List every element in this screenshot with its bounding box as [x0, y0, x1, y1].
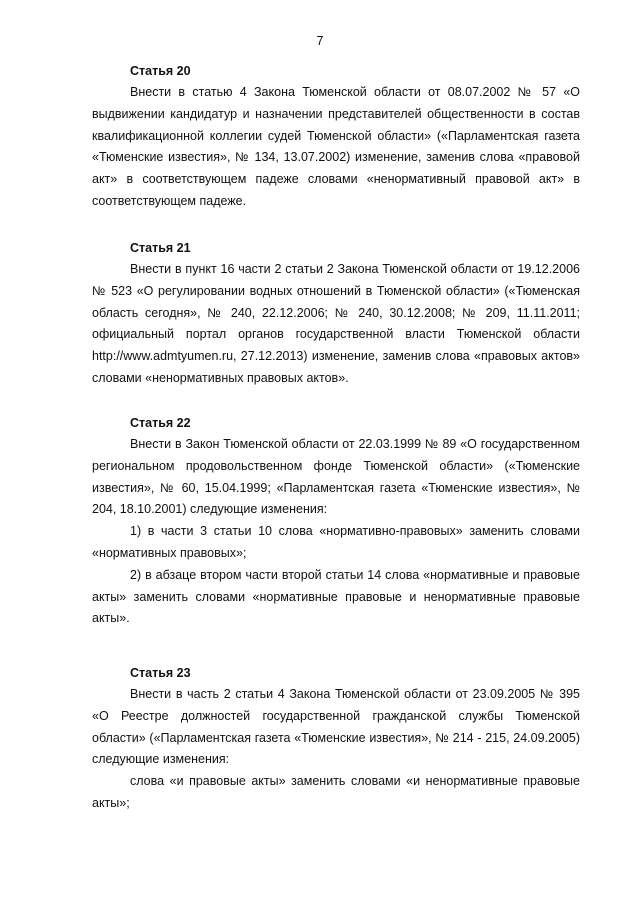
article-list-item: 2) в абзаце втором части второй статьи 14 слова «нормативные и правовые акты» заменить словами «нормативные правовые и ненормативные правовые акты».	[92, 567, 580, 626]
article-23	[92, 662, 580, 815]
article-20	[92, 60, 580, 213]
article-list-item: 1) в части 3 статьи 10 слова «нормативно-правовых» заменить словами «нормативных правовых»;	[92, 524, 580, 560]
article-heading: Статья 23	[130, 666, 191, 680]
article-heading: Статья 21	[130, 241, 191, 255]
article-paragraph: Внести в Закон Тюменской области от 22.03.1999 № 89 «О государственном региональном продовольственном фонде Тюменской области» («Тюменские известия», № 60, 15.04.1999; «Парламентская газета «Тюменские известия», № 204, 18.10.2001) следующие изменения:	[92, 437, 580, 517]
article-list-item: слова «и правовые акты» заменить словами «и ненормативные правовые акты»;	[92, 774, 580, 810]
article-21	[92, 237, 580, 390]
article-22	[92, 412, 580, 630]
page-number: 7	[316, 34, 324, 48]
article-paragraph: Внести в пункт 16 части 2 статьи 2 Закона Тюменской области от 19.12.2006 № 523 «О регулировании водных отношений в Тюменской области» («Тюменская область сегодня», № 240, 22.12.2006; № 240, 30.12.2008; № 209, 11.11.2011; официальный портал органов государственной власти Тюменской области http://www.admtyumen.ru, 27.12.2013) изменение, заменив слова «правовых актов» словами «ненормативных правовых актов».	[92, 262, 580, 385]
article-heading: Статья 22	[130, 416, 191, 430]
article-paragraph: Внести в статью 4 Закона Тюменской области от 08.07.2002 № 57 «О выдвижении кандидатур и назначении представителей общественности в состав квалификационной коллегии судей Тюменской области» («Парламентская газета «Тюменские известия», № 134, 13.07.2002) изменение, заменив слова «правовой акт» в соответствующем падеже словами «ненормативный правовой акт» в соответствующем падеже.	[92, 85, 580, 208]
article-heading: Статья 20	[130, 64, 191, 78]
article-paragraph: Внести в часть 2 статьи 4 Закона Тюменской области от 23.09.2005 № 395 «О Реестре должностей государственной гражданской службы Тюменской области» («Парламентская газета «Тюменские известия», № 214 - 215, 24.09.2005) следующие изменения:	[92, 687, 580, 767]
